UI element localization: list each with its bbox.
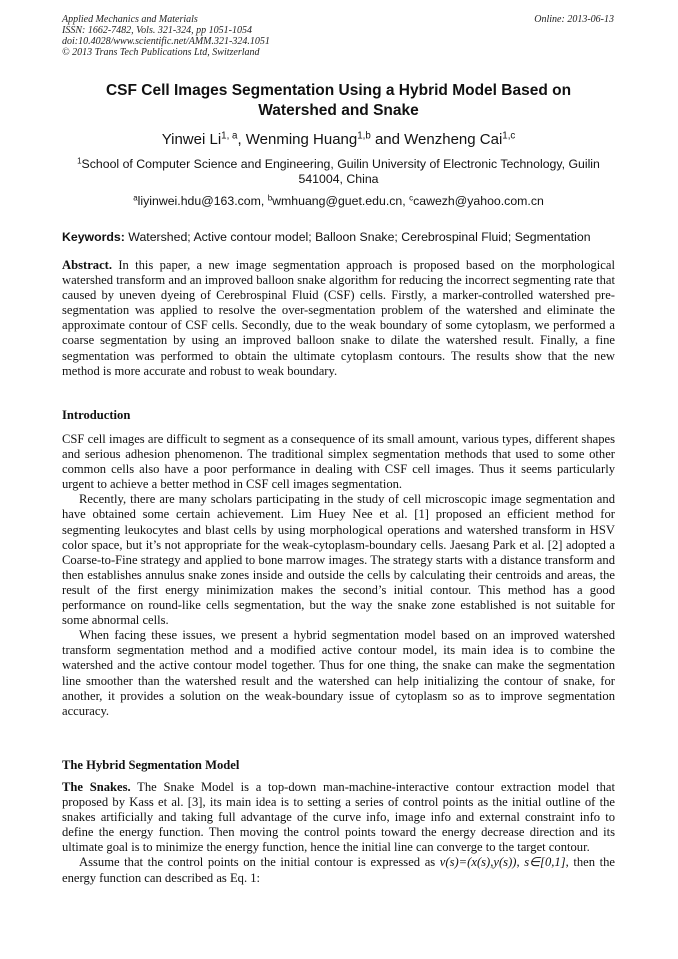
copyright-line: © 2013 Trans Tech Publications Ltd, Switzerland [62, 47, 260, 58]
affiliation-line-1: School of Computer Science and Engineering, Guilin University of Electronic Technology, Guilin [81, 157, 600, 171]
author-3: Wenzheng Cai [404, 131, 503, 148]
title-line-1: CSF Cell Images Segmentation Using a Hybrid Model Based on [105, 82, 572, 99]
intro-paragraph-2: Recently, there are many scholars participating in the study of cell microscopic image segmentation and have obtained some certain achievement. Lim Huey Nee et al. [1] proposed an efficient method for segmenting leukocytes and blast cells by using morphological operations and watershed transform in HSV color space, but it’s not appropriate for the weak-cytoplasm-boundary cells. Jaesang Park et al. [2] adopted a Coarse-to-Fine strategy and applied to bone marrow images. The strategy starts with a distance transform and then establishes annulus snake zones inside and outside the cells by calculating their centroids and areas, the result of the first energy minimization makes the second’s initial contour. This method has a good performance on round-like cells segmentation, but the way the snake zone established is not suitable for some abnormal cells. [62, 492, 615, 628]
email-separator: , [402, 194, 410, 208]
affiliation-line-2: 541004, China [298, 172, 379, 186]
keywords-text: Watershed; Active contour model; Balloon Snake; Cerebrospinal Fluid; Segmentation [124, 230, 591, 244]
email-list [62, 194, 615, 209]
author-2-affil: 1,b [357, 130, 371, 142]
title-line-2: Watershed and Snake [258, 102, 419, 119]
intro-paragraph-1: CSF cell images are difficult to segment as a consequence of its small amount, various types, different shapes and serious adhesion phenomenon. The traditional simplex segmentation methods that used to some other common cells also have a poor performance in dealing with CSF cell images. Thus it seems particularly urgent to achieve a better method in CSF cell images segmentation. [62, 432, 615, 492]
author-1-affil: 1, a [221, 130, 238, 142]
email-c[interactable]: cawezh@yahoo.com.cn [413, 194, 544, 208]
abstract-text: In this paper, a new image segmentation approach is proposed based on the morphological watershed transform and an improved balloon snake algorithm for reducing the incorrect segmenting rate that caused by uneven dyeing of Cerebrospinal Fluid (CSF) cells. Firstly, a marker-controlled watershed pre-segmentation was applied to resolve the over-segmentation problem of the watershed and eliminate the approximate contour of CSF cells. Secondly, due to the weak boundary of some cytoplasm, we performed a coarse segmentation by using an improved balloon snake to dilate the watershed result. Finally, a fine segmentation was performed to obtain the ultimate cytoplasm contours. The results show that the new method is more accurate and robust to weak boundary. [62, 258, 615, 378]
hybrid-model-body [62, 780, 615, 886]
affiliation-number: 1 [77, 156, 82, 166]
author-3-affil: 1,c [502, 130, 516, 142]
email-separator: , [260, 194, 268, 208]
author-separator: and [370, 131, 405, 148]
email-a[interactable]: liyinwei.hdu@163.com [137, 194, 261, 208]
snakes-text: The Snake Model is a top-down man-machine-interactive contour extraction model that proposed by Kass et al. [3], its main idea is to setting a series of control points as the initial outline of the snakes artificially and taking full advantage of the curve info, image info and external constraint info to define the energy function. Then moving the control points toward the energy decrease direction and its ultimate goal is to minimize the energy function, hence the initial line can converge to the target contour. [62, 780, 615, 855]
introduction-heading: Introduction [62, 408, 131, 422]
journal-name: Applied Mechanics and Materials [62, 14, 198, 25]
author-1: Yinwei Li [161, 131, 222, 148]
email-b[interactable]: wmhuang@guet.edu.cn [272, 194, 403, 208]
introduction-body [62, 432, 615, 719]
author-2: Wenming Huang [245, 131, 358, 148]
affiliation [62, 157, 615, 187]
paper-title [62, 81, 615, 121]
email-b-marker: b [267, 193, 273, 203]
email-a-marker: a [133, 193, 138, 203]
hybrid-model-heading: The Hybrid Segmentation Model [62, 758, 240, 772]
keywords-label: Keywords: [62, 230, 125, 244]
snakes-label: The Snakes. [62, 780, 131, 794]
intro-paragraph-3: When facing these issues, we present a hybrid segmentation model based on an improved watershed transform segmentation method and a modified active contour model, its main idea is to combine the watershed and the active contour model together. Thus for one thing, the snake can make the segmentation line smoother than the watershed result and the watershed can help initializing the contour of snake, for another, it provides a solution on the weak-boundary issue of cytoplasm so as to improve segmentation accuracy. [62, 628, 615, 718]
email-c-marker: c [409, 193, 414, 203]
online-date: Online: 2013-06-13 [534, 14, 614, 25]
journal-header [62, 14, 270, 58]
contour-formula: v(s)=(x(s),y(s)), s∈[0,1] [439, 855, 566, 870]
snakes-p2-pre: Assume that the control points on the initial contour is expressed as [79, 855, 440, 870]
author-separator: , [237, 131, 246, 148]
snakes-p2-post: , then the energy function can described as Eq. 1: [62, 855, 616, 885]
doi-line: doi:10.4028/www.scientific.net/AMM.321-324.1051 [62, 36, 270, 47]
author-list [62, 131, 615, 149]
keywords [62, 230, 615, 245]
abstract [62, 258, 615, 379]
abstract-label: Abstract. [62, 258, 113, 272]
issn-line: ISSN: 1662-7482, Vols. 321-324, pp 1051-1054 [62, 25, 252, 36]
